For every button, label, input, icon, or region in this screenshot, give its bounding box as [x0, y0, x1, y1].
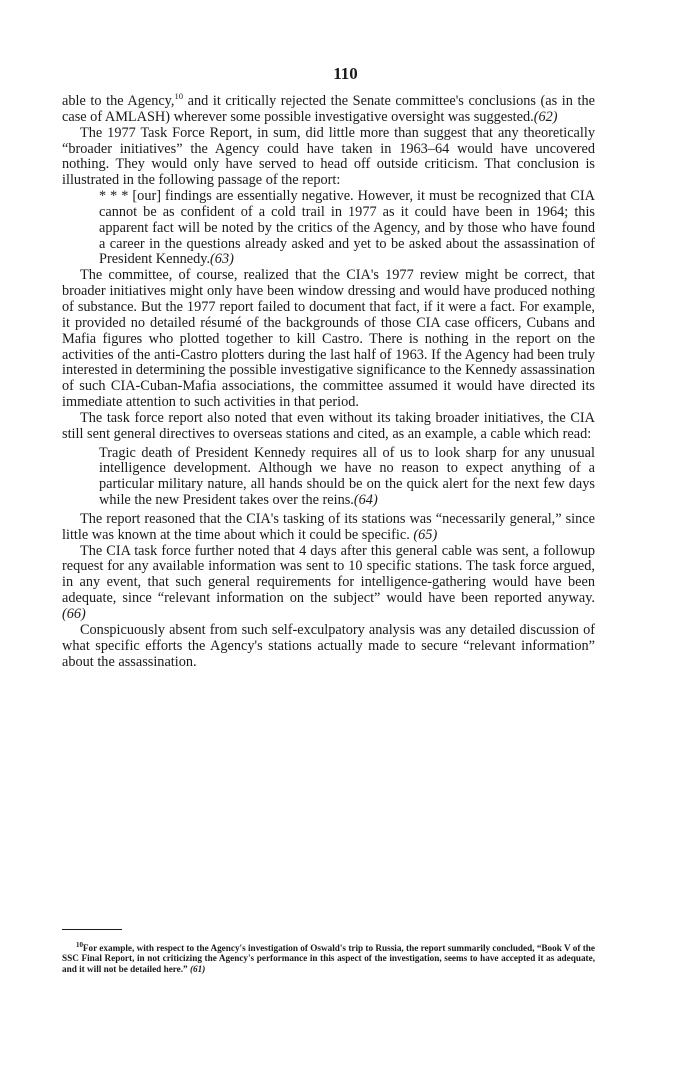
paragraph-text: Conspicuously absent from such self-exculpatory analysis was any detailed discussion of what specific efforts the Agency's stations actually made to secure “relevant information” about the assassination. — [62, 621, 595, 670]
paragraph — [62, 268, 595, 411]
citation: (62) — [533, 108, 558, 125]
citation: (66) — [62, 606, 86, 622]
citation: (61) — [189, 963, 206, 974]
paragraph-continuation — [62, 91, 595, 126]
citation: (63) — [210, 251, 234, 268]
paragraph-text: The task force report also noted that even without its taking broader initiatives, the CIA still sent general directives to overseas stations and cited, as an example, a cable which read: — [62, 409, 595, 442]
footnote-text: For example, with respect to the Agency's investigation of Oswald's trip to Russia, the report summarily concluded, “Book V of the SSC Final Report, in not criticizing the Agency's performance in this aspect of the investigation, seems to have accepted it as adequate, and it will not be detailed here.” — [62, 943, 595, 974]
page-number: 110 — [333, 64, 358, 83]
paragraph — [62, 623, 595, 671]
paragraph — [62, 512, 595, 544]
citation: (65) — [413, 526, 438, 543]
paragraph — [62, 126, 595, 189]
block-quote — [99, 446, 595, 509]
paragraph-text: The committee, of course, realized that the CIA's 1977 review might be correct, that broader initiatives might only have been window dressing and would have produced nothing of substance. But the 1977 report failed to document that fact, if it were a fact. For example, it provided no detailed résumé of the backgrounds of those CIA case officers, Cubans and Mafia figures who plotted together to kill Castro. There is nothing in the report on the activities of the anti-Castro plotters during the last half of 1963. If the Agency had been truly interested in determining the possible investigative significance to the Kennedy assassination of such CIA-Cuban-Mafia associations, the committee assumed it would have directed its immediate attention to such activities in that period. — [62, 267, 595, 411]
paragraph-text: The CIA task force further noted that 4 days after this general cable was sent, a followup request for any available information was sent to 10 specific stations. The task force argued, in any event, that such general requirements for intelligence-gathering would have been adequate, since “relevant information on the subject” would have been reported anyway. — [62, 542, 595, 607]
paragraph-text: able to the Agency, — [62, 93, 175, 109]
paragraph-text: The report reasoned that the CIA's tasking of its stations was “necessarily general,” since little was known at the time about which it could be specific. — [62, 510, 595, 543]
body-text — [62, 91, 595, 670]
footnote-marker: 10 — [76, 942, 83, 950]
paragraph-text: and it critically rejected the Senate committee's conclusions (as in the case of AMLASH) wherever some possible investigative oversight was suggested. — [62, 93, 595, 125]
paragraph-text: The 1977 Task Force Report, in sum, did little more than suggest that any theoretically “broader initiatives” the Agency could have taken in 1963–64 would have uncovered nothing. They would only have served to head off outside criticism. That conclusion is illustrated in the following passage of the report: — [62, 124, 595, 189]
footnote-reference: 10 — [174, 91, 184, 102]
block-quote — [99, 189, 595, 268]
paragraph — [62, 411, 595, 443]
citation: (64) — [353, 492, 378, 509]
paragraph — [62, 544, 595, 623]
footnote — [62, 943, 595, 974]
footnote-divider — [62, 929, 122, 930]
quote-text: Tragic death of President Kennedy requires all of us to look sharp for any unusual intelligence development. Although we have no reason to expect anything of a particular military nature, all hands should be on the quick alert for the next few days while the new President takes over the reins. — [99, 444, 595, 509]
quote-text: * * * [our] findings are essentially negative. However, it must be recognized that CIA cannot be as confident of a cold trail in 1977 as it could have been in 1964; this apparent fact will be noted by the critics of the Agency, and by those who have found a career in the questions already asked and yet to be asked about the assassination of President Kennedy. — [99, 188, 595, 268]
